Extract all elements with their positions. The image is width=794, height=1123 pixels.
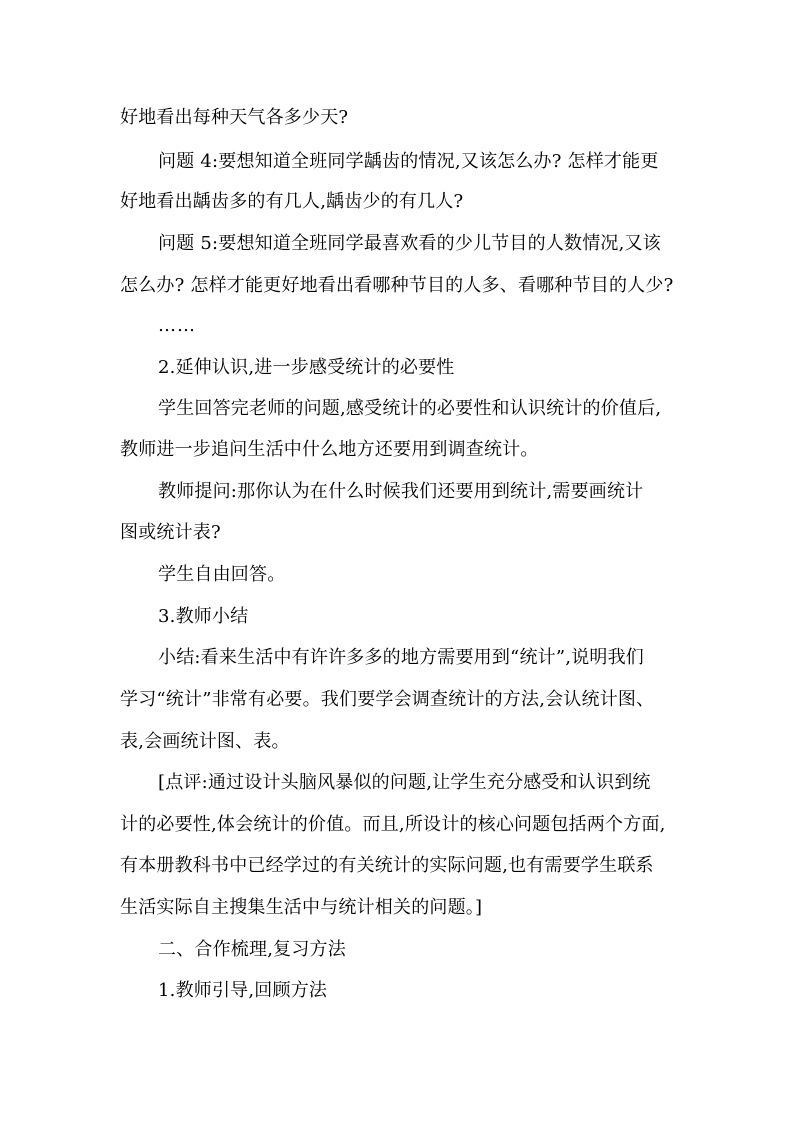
text-line: 问题 4:要想知道全班同学龋齿的情况,又该怎么办? 怎样才能更 <box>158 151 659 172</box>
comment-line: 计的必要性,体会统计的价值。而且,所设计的核心问题包括两个方面, <box>120 814 666 835</box>
section-heading: 2.延伸认识,进一步感受统计的必要性 <box>158 357 455 378</box>
comment-line: 生活实际自主搜集生活中与统计相关的问题。] <box>120 897 483 918</box>
text-line: 好地看出龋齿多的有几人,龋齿少的有几人? <box>120 191 464 212</box>
text-line: 小结:看来生活中有许许多多的地方需要用到“统计”,说明我们 <box>158 647 644 668</box>
text-line: 好地看出每种天气各多少天? <box>120 107 349 128</box>
text-line: 学习“统计”非常有必要。我们要学会调查统计的方法,会认统计图、 <box>120 689 655 710</box>
text-line: 学生回答完老师的问题,感受统计的必要性和认识统计的价值后, <box>158 398 662 419</box>
text-line: 图或统计表? <box>120 522 221 543</box>
section-heading: 1.教师引导,回顾方法 <box>158 980 328 1001</box>
text-line: 学生自由回答。 <box>158 564 286 585</box>
text-line: 问题 5:要想知道全班同学最喜欢看的少儿节目的人数情况,又该 <box>158 233 661 254</box>
comment-line: 有本册教科书中已经学过的有关统计的实际问题,也有需要学生联系 <box>120 855 654 876</box>
text-line: 教师提问:那你认为在什么时候我们还要用到统计,需要画统计 <box>158 481 644 502</box>
section-heading: 二、合作梳理,复习方法 <box>158 939 346 960</box>
section-heading: 3.教师小结 <box>158 606 249 627</box>
text-line: 教师进一步追问生活中什么地方还要用到调查统计。 <box>120 439 539 460</box>
text-line: 怎么办? 怎样才能更好地看出看哪种节目的人多、看哪种节目的人少? <box>120 275 674 296</box>
ellipsis-line: …… <box>158 315 196 336</box>
comment-line: [点评:通过设计头脑风暴似的问题,让学生充分感受和认识到统 <box>158 772 651 793</box>
text-line: 表,会画统计图、表。 <box>120 731 290 752</box>
